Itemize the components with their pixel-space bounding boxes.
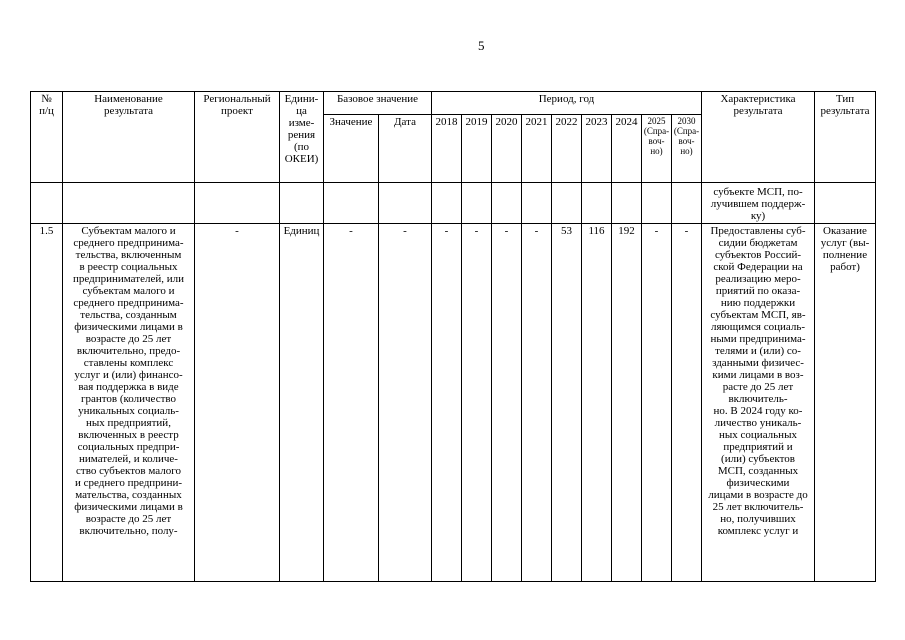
header-year-2030: 2030 (Спра- воч- но) (672, 115, 702, 183)
header-year-2020: 2020 (492, 115, 522, 183)
row-year-2021: - (522, 224, 552, 582)
header-year-2025: 2025 (Спра- воч- но) (642, 115, 672, 183)
cont-cell (492, 183, 522, 224)
header-no: № п/ц (31, 92, 63, 183)
header-row-1 (31, 92, 876, 115)
row-name: Субъектам малого и среднего предпринима- тельства, включенным в реестр социальных предпринимателей, или субъектам малого и среднего предпринима- тельства, созданным физическими лицами в возрасте до 25 лет включительно, предо- ставлены комплекс услуг и (или) финансо- вая поддержка в виде грантов (количество уникальных социаль- ных предприятий, включенных в реестр социальных предпри- нимателей, и количе- ство субъектов малого и среднего предприни- мательства, созданных физическими лицами в возрасте до 25 лет включительно, полу- (63, 224, 195, 582)
header-year-2018: 2018 (432, 115, 462, 183)
row-no: 1.5 (31, 224, 63, 582)
header-year-2019: 2019 (462, 115, 492, 183)
row-base-date: - (379, 224, 432, 582)
cont-characteristic: субъекте МСП, по- лучившем поддерж- ку) (702, 183, 815, 224)
cont-cell (324, 183, 379, 224)
row-year-2025: - (642, 224, 672, 582)
cont-cell (612, 183, 642, 224)
header-unit: Едини- ца изме- рения (по ОКЕИ) (280, 92, 324, 183)
row-type: Оказание услуг (вы- полнение работ) (815, 224, 876, 582)
continuation-row (31, 183, 876, 224)
header-year-2024: 2024 (612, 115, 642, 183)
header-year-2022: 2022 (552, 115, 582, 183)
header-base: Базовое значение (324, 92, 432, 115)
header-project: Региональный проект (195, 92, 280, 183)
cont-cell (642, 183, 672, 224)
header-characteristic: Характеристика результата (702, 92, 815, 183)
cont-cell (815, 183, 876, 224)
row-characteristic: Предоставлены суб- сидии бюджетам субъектов Россий- ской Федерации на реализацию меро- приятий по оказа- нию поддержки субъектам МСП, яв- ляющимся социаль- ными предпринима- телями и (или) со- зданными физичес- кими лицами в воз- расте до 25 лет включитель- но. В 2024 году ко- личество уникаль- ных социальных предприятий и (или) субъектов МСП, созданных физическими лицами в возрасте до 25 лет включитель- но, получивших комплекс услуг и (702, 224, 815, 582)
row-year-2024: 192 (612, 224, 642, 582)
header-period: Период, год (432, 92, 702, 115)
cont-cell (582, 183, 612, 224)
cont-cell (432, 183, 462, 224)
cont-cell (379, 183, 432, 224)
table-row (31, 224, 876, 582)
cont-cell (462, 183, 492, 224)
cont-cell (552, 183, 582, 224)
row-year-2018: - (432, 224, 462, 582)
cont-cell (280, 183, 324, 224)
row-year-2022: 53 (552, 224, 582, 582)
row-project: - (195, 224, 280, 582)
header-name: Наименование результата (63, 92, 195, 183)
row-year-2023: 116 (582, 224, 612, 582)
row-year-2020: - (492, 224, 522, 582)
results-table (30, 91, 876, 582)
header-year-2021: 2021 (522, 115, 552, 183)
cont-cell (522, 183, 552, 224)
page-number: 5 (478, 38, 485, 53)
cont-cell (672, 183, 702, 224)
cont-cell (31, 183, 63, 224)
row-unit: Единиц (280, 224, 324, 582)
header-base-value: Значение (324, 115, 379, 183)
row-base-value: - (324, 224, 379, 582)
row-year-2019: - (462, 224, 492, 582)
header-year-2023: 2023 (582, 115, 612, 183)
header-base-date: Дата (379, 115, 432, 183)
cont-cell (195, 183, 280, 224)
header-type: Тип результата (815, 92, 876, 183)
cont-cell (63, 183, 195, 224)
row-year-2030: - (672, 224, 702, 582)
